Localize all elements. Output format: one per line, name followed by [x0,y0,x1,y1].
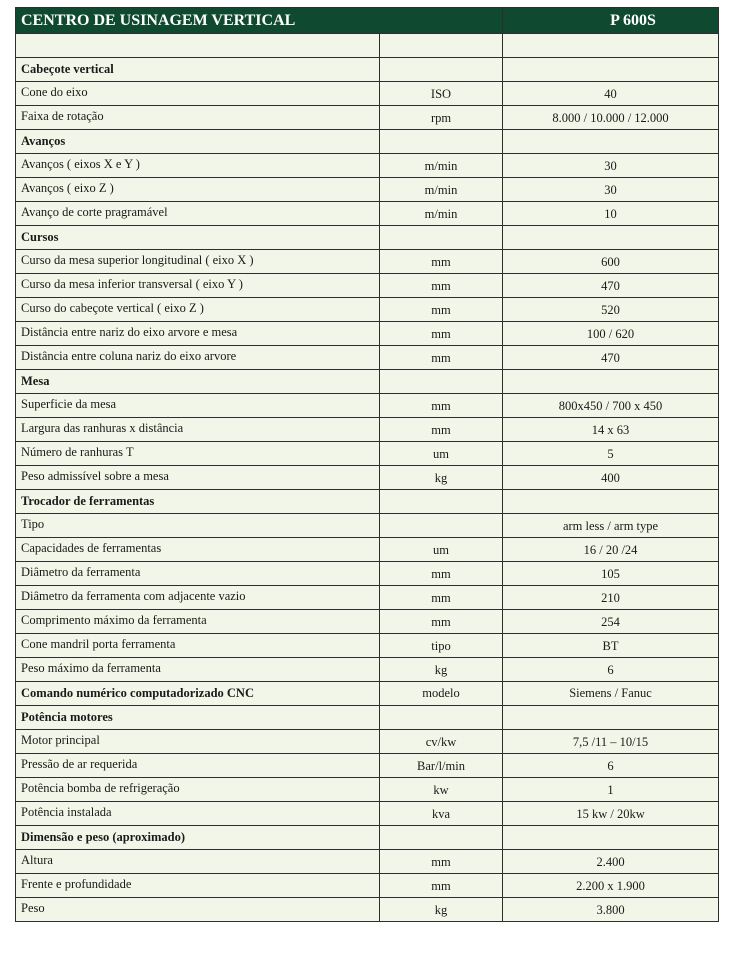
table-row [16,898,719,922]
row-value: 10 [503,202,719,226]
row-unit [380,58,503,82]
table-row [16,682,719,706]
row-unit: mm [380,850,503,874]
table-row [16,634,719,658]
row-unit [380,514,503,538]
row-unit [380,130,503,154]
row-unit: mm [380,274,503,298]
section-row [16,490,719,514]
row-label: Tipo [16,514,380,538]
row-label: Distância entre nariz do eixo arvore e mesa [16,322,380,346]
row-label: Cone mandril porta ferramenta [16,634,380,658]
row-unit: kg [380,466,503,490]
row-value: BT [503,634,719,658]
row-label: Dimensão e peso (aproximado) [16,826,380,850]
row-unit: um [380,538,503,562]
table-row [16,154,719,178]
row-value: 470 [503,346,719,370]
table-row [16,610,719,634]
spec-table [15,7,719,922]
row-unit: mm [380,322,503,346]
row-value: 15 kw / 20kw [503,802,719,826]
row-label: Mesa [16,370,380,394]
section-row [16,370,719,394]
row-label: Pressão de ar requerida [16,754,380,778]
row-label: Comprimento máximo da ferramenta [16,610,380,634]
row-value: 1 [503,778,719,802]
row-value: 600 [503,250,719,274]
table-row [16,322,719,346]
row-unit [380,370,503,394]
row-label: Distância entre coluna nariz do eixo arvore [16,346,380,370]
row-label: Curso da mesa superior longitudinal ( eixo X ) [16,250,380,274]
row-label: Cursos [16,226,380,250]
table-row [16,850,719,874]
row-unit [380,490,503,514]
row-value: Siemens / Fanuc [503,682,719,706]
row-unit [380,34,503,58]
section-row [16,58,719,82]
row-value [503,826,719,850]
table-row [16,178,719,202]
row-unit: kw [380,778,503,802]
row-unit: mm [380,394,503,418]
table-title: CENTRO DE USINAGEM VERTICAL [16,8,503,34]
table-row [16,874,719,898]
row-label: Peso máximo da ferramenta [16,658,380,682]
table-row [16,202,719,226]
row-value: 7,5 /11 – 10/15 [503,730,719,754]
row-label: Diâmetro da ferramenta [16,562,380,586]
row-label: Avanços ( eixo Z ) [16,178,380,202]
table-row [16,538,719,562]
row-label: Curso da mesa inferior transversal ( eixo Y ) [16,274,380,298]
row-unit: m/min [380,178,503,202]
model-name: P 600S [503,8,719,34]
table-row [16,346,719,370]
row-value: 254 [503,610,719,634]
row-label: Trocador de ferramentas [16,490,380,514]
row-label: Comando numérico computadorizado CNC [16,682,380,706]
row-unit: mm [380,610,503,634]
row-value: 105 [503,562,719,586]
row-label: Avanço de corte pragramável [16,202,380,226]
table-row [16,442,719,466]
row-unit: mm [380,418,503,442]
row-label: Peso admissível sobre a mesa [16,466,380,490]
row-label: Avanços [16,130,380,154]
row-unit: kva [380,802,503,826]
section-row [16,130,719,154]
row-value: 30 [503,178,719,202]
row-label: Cabeçote vertical [16,58,380,82]
table-row [16,418,719,442]
row-value: 30 [503,154,719,178]
table-header-row [16,8,719,34]
row-label: Cone do eixo [16,82,380,106]
row-value: 14 x 63 [503,418,719,442]
row-label: Capacidades de ferramentas [16,538,380,562]
row-value [503,58,719,82]
row-label [16,34,380,58]
row-unit: mm [380,586,503,610]
row-value: 16 / 20 /24 [503,538,719,562]
row-value: 470 [503,274,719,298]
row-unit: m/min [380,202,503,226]
row-unit: mm [380,298,503,322]
row-label: Avanços ( eixos X e Y ) [16,154,380,178]
row-value: arm less / arm type [503,514,719,538]
row-value: 2.400 [503,850,719,874]
row-unit: kg [380,898,503,922]
table-row [16,514,719,538]
row-value: 6 [503,754,719,778]
row-value: 520 [503,298,719,322]
table-row [16,394,719,418]
table-row [16,82,719,106]
row-unit: modelo [380,682,503,706]
row-value [503,34,719,58]
row-unit: ISO [380,82,503,106]
table-row [16,802,719,826]
row-unit: um [380,442,503,466]
table-row [16,778,719,802]
table-row [16,730,719,754]
section-row [16,826,719,850]
row-value: 6 [503,658,719,682]
row-value: 8.000 / 10.000 / 12.000 [503,106,719,130]
row-value [503,226,719,250]
row-value: 5 [503,442,719,466]
table-row [16,562,719,586]
section-row [16,706,719,730]
row-unit: cv/kw [380,730,503,754]
row-unit: mm [380,250,503,274]
row-value: 100 / 620 [503,322,719,346]
row-label: Altura [16,850,380,874]
section-row [16,226,719,250]
row-value [503,130,719,154]
row-label: Potência bomba de refrigeração [16,778,380,802]
row-unit [380,826,503,850]
row-label: Largura das ranhuras x distância [16,418,380,442]
row-label: Frente e profundidade [16,874,380,898]
row-label: Peso [16,898,380,922]
row-label: Superficie da mesa [16,394,380,418]
row-unit: kg [380,658,503,682]
row-value: 40 [503,82,719,106]
table-row [16,274,719,298]
row-value [503,370,719,394]
row-label: Potência motores [16,706,380,730]
spec-table-body [16,8,719,922]
row-unit: mm [380,562,503,586]
row-value [503,490,719,514]
table-row [16,106,719,130]
row-unit [380,706,503,730]
row-unit: Bar/l/min [380,754,503,778]
row-label: Motor principal [16,730,380,754]
row-label: Curso do cabeçote vertical ( eixo Z ) [16,298,380,322]
row-unit: mm [380,346,503,370]
row-label: Faixa de rotação [16,106,380,130]
row-value: 400 [503,466,719,490]
row-value [503,706,719,730]
row-label: Número de ranhuras T [16,442,380,466]
row-unit: m/min [380,154,503,178]
row-unit: rpm [380,106,503,130]
table-row [16,658,719,682]
table-row [16,298,719,322]
table-row [16,586,719,610]
table-row [16,250,719,274]
row-value: 2.200 x 1.900 [503,874,719,898]
table-row [16,754,719,778]
row-value: 3.800 [503,898,719,922]
row-label: Potência instalada [16,802,380,826]
row-value: 210 [503,586,719,610]
table-row [16,466,719,490]
row-unit [380,226,503,250]
row-unit: tipo [380,634,503,658]
row-value: 800x450 / 700 x 450 [503,394,719,418]
row-unit: mm [380,874,503,898]
row-label: Diâmetro da ferramenta com adjacente vazio [16,586,380,610]
blank-row [16,34,719,58]
